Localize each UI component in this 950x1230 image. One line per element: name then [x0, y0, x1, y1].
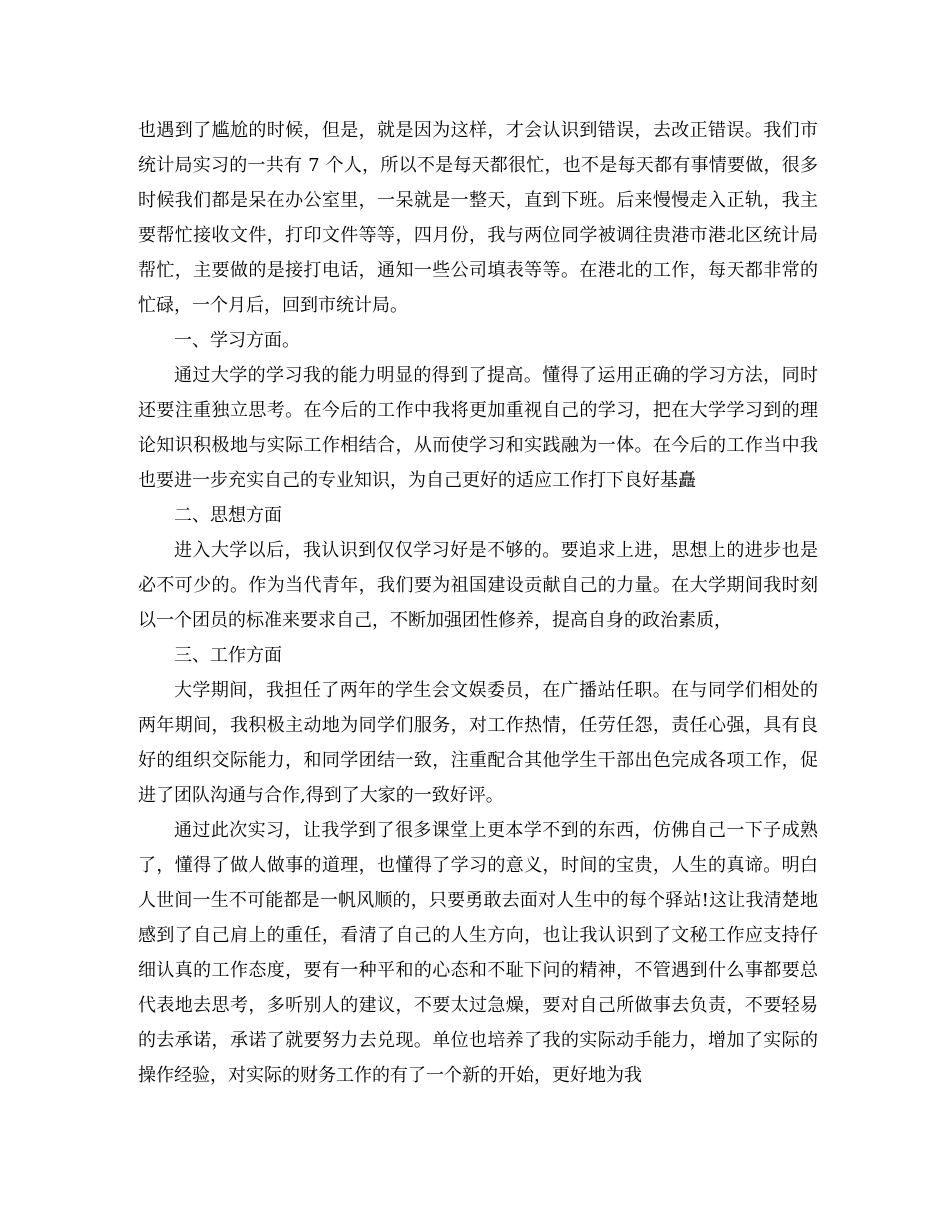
- document-body: [138, 113, 818, 1093]
- paragraph-internship-summary: 通过此次实习，让我学到了很多课堂上更本学不到的东西，仿佛自己一下子成熟了，懂得了做人做事的道理，也懂得了学习的意义，时间的宝贵，人生的真谛。明白人世间一生不可能都是一帆风顺的，只要勇敢去面对人生中的每个驿站!这让我清楚地感到了自己肩上的重任，看清了自己的人生方向，也让我认识到了文秘工作应支持仔细认真的工作态度，要有一种平和的心态和不耻下问的精神，不管遇到什么事都要总代表地去思考，多听别人的建议，不要太过急燥，要对自己所做事去负责，不要轻易的去承诺，承诺了就要努力去兑现。单位也培养了我的实际动手能力，增加了实际的操作经验，对实际的财务工作的有了一个新的开始，更好地为我: [138, 820, 818, 1086]
- paragraph-continuation: 也遇到了尴尬的时候，但是，就是因为这样，才会认识到错误，去改正错误。我们市统计局实习的一共有 7 个人，所以不是每天都很忙，也不是每天都有事情要做，很多时候我们都是呆在办公室里，一呆就是一整天，直到下班。后来慢慢走入正轨，我主要帮忙接收文件，打印文件等等，四月份，我与两位同学被调往贵港市港北区统计局帮忙，主要做的是接打电话，通知一些公司填表等等。在港北的工作，每天都非常的忙碌，一个月后，回到市统计局。: [138, 120, 818, 316]
- paragraph-study: 通过大学的学习我的能力明显的得到了提高。懂得了运用正确的学习方法，同时还要注重独立思考。在今后的工作中我将更加重视自己的学习，把在大学学习到的理论知识积极地与实际工作相结合，从而使学习和实践融为一体。在今后的工作当中我也要进一步充实自己的专业知识，为自己更好的适应工作打下良好基矗: [138, 365, 818, 491]
- section-heading-study: 一、学习方面。: [174, 330, 300, 351]
- paragraph-work: 大学期间，我担任了两年的学生会文娱委员，在广播站任职。在与同学们相处的两年期间，我积极主动地为同学们服务，对工作热情，任劳任怨，责任心强，具有良好的组织交际能力，和同学团结一致，注重配合其他学生干部出色完成各项工作，促进了团队沟通与合作,得到了大家的一致好评。: [138, 680, 818, 806]
- section-heading-thought: 二、思想方面: [174, 505, 282, 526]
- paragraph-thought: 进入大学以后，我认识到仅仅学习好是不够的。要追求上进，思想上的进步也是必不可少的。作为当代青年，我们要为祖国建设贡献自己的力量。在大学期间我时刻以一个团员的标准来要求自己，不断加强团性修养，提高自身的政治素质，: [138, 540, 818, 631]
- section-heading-work: 三、工作方面: [174, 645, 282, 666]
